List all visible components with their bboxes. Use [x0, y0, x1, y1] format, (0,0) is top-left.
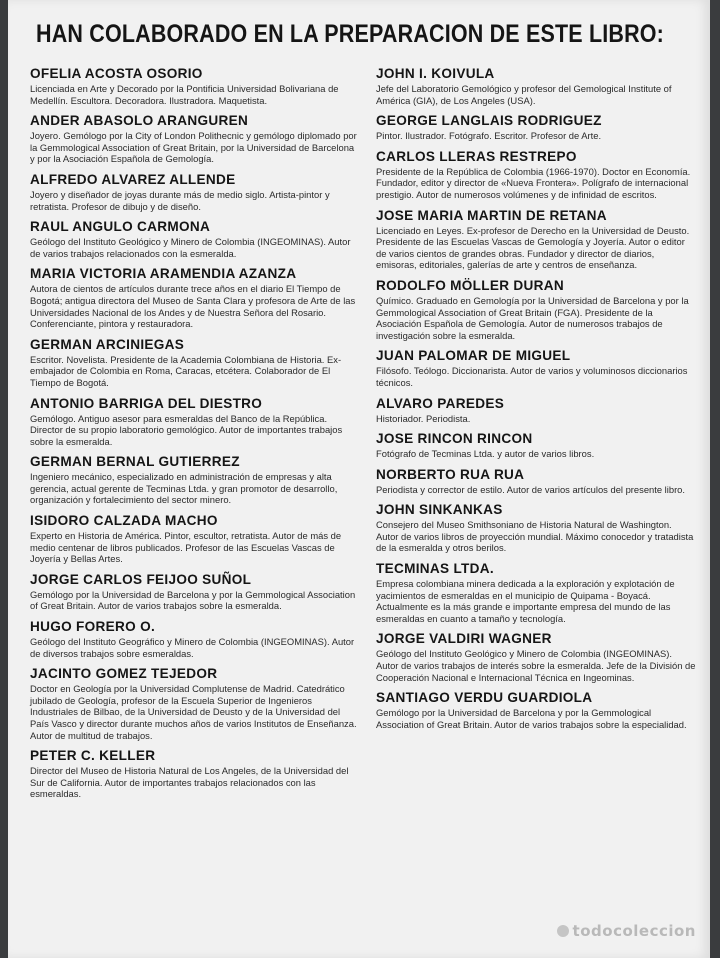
contributor-name: JUAN PALOMAR DE MIGUEL — [376, 348, 571, 364]
contributor-name: RAUL ANGULO CARMONA — [30, 219, 211, 235]
contributor-entry — [30, 572, 360, 612]
contributor-name: TECMINAS LTDA. — [376, 561, 494, 577]
contributor-entry — [376, 431, 696, 460]
contributor-description: Presidente de la República de Colombia (1966-1970). Doctor en Economía. Fundador, editor y director de «Nueva Frontera». Polígrafo de internacional prestigio. Autor de numerosos volúmenes y de infinidad de escritos. — [376, 165, 691, 200]
contributor-description: Joyero y diseñador de joyas durante más de medio siglo. Artista-pintor y retratista. Profesor de dibujo y de diseño. — [30, 188, 330, 212]
contributor-description: Periodista y corrector de estilo. Autor de varios artículos del presente libro. — [376, 483, 686, 495]
watermark-logo-icon — [557, 925, 569, 937]
contributor-entry — [30, 337, 360, 389]
contributor-entry — [376, 502, 696, 554]
contributor-description: Fotógrafo de Tecminas Ltda. y autor de varios libros. — [376, 448, 595, 460]
contributor-entry — [30, 66, 360, 106]
contributor-name: JOHN I. KOIVULA — [376, 66, 495, 81]
contributor-entry — [30, 513, 360, 565]
contributor-name: NORBERTO RUA RUA — [376, 466, 525, 482]
contributor-entry — [30, 666, 360, 741]
contributor-description: Licenciada en Arte y Decorado por la Pontificia Universidad Bolivariana de Medellín. Escultora. Decoradora. Ilustradora. Maquetista. — [30, 83, 339, 106]
contributor-description: Jefe del Laboratorio Gemológico y profesor del Gemological Institute of América (GIA), de Los Angeles (USA). — [376, 83, 672, 106]
contributor-description: Gemólogo por la Universidad de Barcelona y por la Gemmological Association of Great Britain. Autor de varios trabajos sobre la esmeralda. — [30, 588, 356, 612]
contributor-description: Doctor en Geología por la Universidad Complutense de Madrid. Catedrático jubilado de Geología, profesor de la Escuela Superior de Ingenieros Industriales de Bilbao, de la Universidad de Deusto y de la Universidad del País Vasco y director durante muchos años de varios Institutos de Enseñanza. Autor de multitud de trabajos. — [30, 683, 357, 741]
contributor-entry — [376, 631, 696, 683]
contributor-description: Joyero. Gemólogo por la City of London Polithecnic y gemólogo diplomado por la Gemmological Association of Great Britain, por la Universidad de Barcelona y por la Asociación Española de Gemología. — [30, 130, 357, 165]
contributor-name: GEORGE LANGLAIS RODRIGUEZ — [376, 113, 602, 129]
contributor-description: Químico. Graduado en Gemología por la Universidad de Barcelona y por la Gemmological Association of Great Britain (FGA). Presidente de la Asociación Española de Gemología. Autor de numerosos trabajos de investigación sobre la esmeralda. — [376, 294, 689, 341]
contributor-description: Director del Museo de Historia Natural de Los Angeles, de la Universidad del Sur de California. Autor de importantes trabajos relacionados con las esmeraldas. — [30, 765, 349, 800]
left-column — [30, 66, 360, 807]
contributor-entry — [376, 690, 696, 730]
contributor-name: JOSE RINCON RINCON — [376, 431, 533, 447]
contributor-name: ISIDORO CALZADA MACHO — [30, 513, 218, 529]
contributor-description: Pintor. Ilustrador. Fotógrafo. Escritor. Profesor de Arte. — [376, 130, 602, 142]
contributor-entry — [30, 396, 360, 448]
contributor-description: Gemólogo. Antiguo asesor para esmeraldas del Banco de la República. Director de su propio laboratorio gemológico. Autor de importantes trabajos sobre la esmeralda. — [30, 412, 343, 447]
contributor-entry — [30, 266, 360, 329]
contributor-description: Historiador. Periodista. — [376, 412, 471, 424]
contributor-name: JACINTO GOMEZ TEJEDOR — [30, 666, 218, 682]
contributor-name: PETER C. KELLER — [30, 748, 156, 764]
contributor-entry — [376, 348, 696, 388]
contributor-name: RODOLFO MÖLLER DURAN — [376, 277, 564, 293]
contributor-name: GERMAN ARCINIEGAS — [30, 336, 185, 352]
contributor-name: GERMAN BERNAL GUTIERREZ — [30, 454, 240, 470]
page-title: HAN COLABORADO EN LA PREPARACION DE ESTE LIBRO: — [36, 20, 665, 48]
contributor-name: CARLOS LLERAS RESTREPO — [376, 148, 577, 164]
contributor-entry — [30, 219, 360, 259]
contributor-entry — [30, 748, 360, 800]
contributor-name: JOSE MARIA MARTIN DE RETANA — [376, 207, 607, 223]
contributor-entry — [376, 561, 696, 624]
contributor-name: ALVARO PAREDES — [376, 395, 505, 411]
contributor-description: Geólogo del Instituto Geológico y Minero de Colombia (INGEOMINAS). Autor de varios trabajos relacionados con la esmeralda. — [30, 236, 351, 259]
contributor-entry — [376, 66, 696, 106]
contributor-description: Autora de cientos de artículos durante trece años en el diario El Tiempo de Bogotá; antigua directora del Museo de Santa Clara y profesora de Arte de las Universidades Nacional de los Andes y de Nuestra Señora del Rosario. Conferenciante, pintora y restauradora. — [30, 283, 356, 330]
contributor-name: JOHN SINKANKAS — [376, 502, 503, 518]
contributor-entry — [376, 113, 696, 142]
contributor-entry — [30, 454, 360, 506]
contributor-description: Escritor. Novelista. Presidente de la Academia Colombiana de Historia. Ex-embajador de Colombia en Roma, Caracas, etcétera. Colaborador de El Tiempo de Bogotá. — [30, 353, 342, 388]
contributor-description: Filósofo. Teólogo. Diccionarista. Autor de varios y voluminosos diccionarios técnicos. — [376, 365, 688, 388]
contributor-description: Geólogo del Instituto Geológico y Minero de Colombia (INGEOMINAS). Autor de varios trabajos de interés sobre la esmeralda. Jefe de la División de Cooperación Nacional e Internacional Técnica en Ingeominas. — [376, 648, 696, 683]
contributor-description: Consejero del Museo Smithsoniano de Historia Natural de Washington. Autor de varios libros de proyección mundial. Máximo conocedor y tratadista de la esmeralda y otros berilos. — [376, 519, 694, 554]
contributor-name: HUGO FORERO O. — [30, 619, 156, 635]
right-column — [376, 66, 696, 737]
contributor-name: JORGE CARLOS FEIJOO SUÑOL — [30, 571, 252, 587]
contributor-description: Geólogo del Instituto Geográfico y Minero de Colombia (INGEOMINAS). Autor de diversos trabajos sobre esmeraldas. — [30, 636, 355, 659]
contributor-name: MARIA VICTORIA ARAMENDIA AZANZA — [30, 266, 297, 282]
contributor-entry — [376, 149, 696, 201]
contributor-name: SANTIAGO VERDU GUARDIOLA — [376, 690, 593, 706]
contributor-name: ALFREDO ALVAREZ ALLENDE — [30, 171, 236, 187]
contributor-description: Empresa colombiana minera dedicada a la exploración y explotación de yacimientos de esmeraldas en el municipio de Quipama - Boyacá. Actualmente es la más grande e importante empresa del mundo de las esmeraldas en cuanto a tamaño y tecnología. — [376, 578, 675, 624]
watermark: todocoleccion — [557, 922, 696, 940]
contributor-entry — [376, 396, 696, 425]
contributor-entry — [30, 172, 360, 212]
contributor-description: Experto en Historia de América. Pintor, escultor, retratista. Autor de más de medio centenar de libros publicados. Profesor de las Escuelas Vascas de Joyería y Bellas Artes. — [30, 530, 342, 565]
contributor-description: Ingeniero mecánico, especializado en administración de empresas y alta gerencia, actual gerente de Tecminas Ltda. y gran promotor de desarrollo, organización y fortalecimiento del sector minero. — [30, 471, 338, 506]
contributor-entry — [376, 467, 696, 496]
contributor-entry — [376, 278, 696, 341]
contributor-entry — [30, 113, 360, 165]
contributor-name: JORGE VALDIRI WAGNER — [376, 631, 552, 647]
contributor-entry — [30, 619, 360, 659]
contributor-name: ANTONIO BARRIGA DEL DIESTRO — [30, 395, 263, 411]
contributor-name: OFELIA ACOSTA OSORIO — [30, 66, 203, 81]
contributor-description: Licenciado en Leyes. Ex-profesor de Derecho en la Universidad de Deusto. Presidente de las Escuelas Vascas de Gemología y Joyería. Autor o editor de varios cientos de grandes obras. Fundador y director de diarios, emisoras, editoriales, galerías de arte y centros de enseñanza. — [376, 224, 690, 271]
book-page — [8, 0, 710, 958]
contributor-description: Gemólogo por la Universidad de Barcelona y por la Gemmological Association of Great Britain. Autor de varios trabajos sobre la especialidad. — [376, 707, 687, 730]
contributor-name: ANDER ABASOLO ARANGUREN — [30, 113, 249, 129]
contributor-entry — [376, 208, 696, 271]
